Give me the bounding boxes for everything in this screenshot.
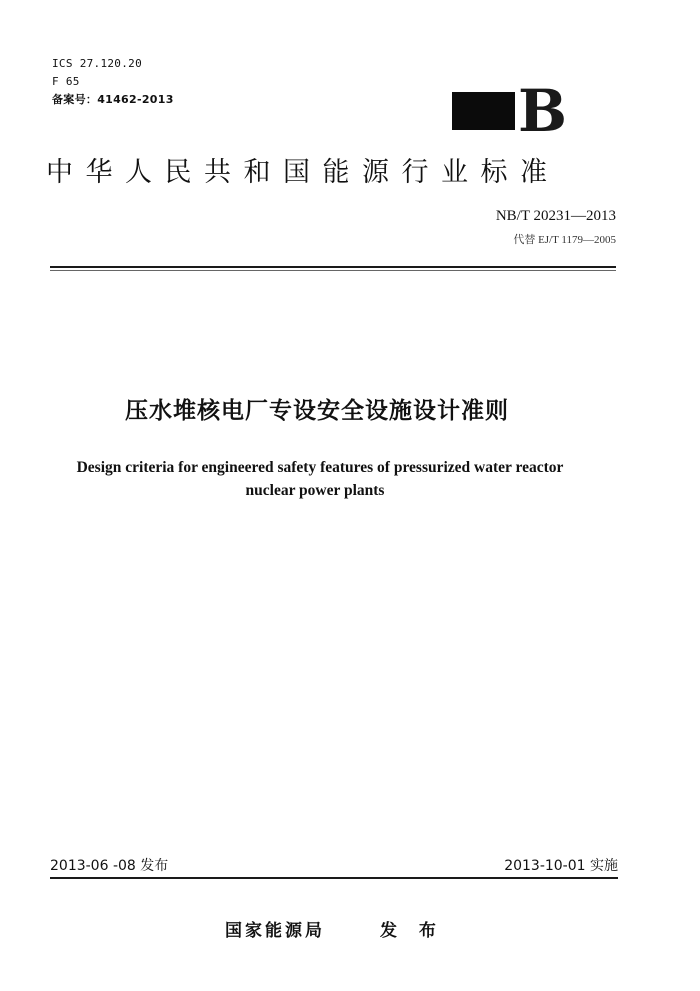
document-title-chinese: 压水堆核电厂专设安全设施设计准则 bbox=[125, 398, 509, 424]
issue-label: 发 布 bbox=[380, 921, 444, 941]
standard-logo bbox=[452, 77, 580, 145]
ics-code: ICS 27.120.20 bbox=[52, 57, 142, 70]
document-title-english-line2: nuclear power plants bbox=[245, 482, 385, 499]
header-divider bbox=[50, 266, 616, 268]
implementation-date: 2013-10-01 实施 bbox=[504, 858, 618, 874]
classification-code: F 65 bbox=[52, 75, 80, 88]
replaces-standard: 代替 EJ/T 1179—2005 bbox=[513, 234, 616, 246]
header-divider-thin bbox=[50, 270, 616, 271]
footer-divider bbox=[50, 877, 618, 879]
document-title-english-line1: Design criteria for engineered safety features of pressurized water reactor bbox=[76, 459, 564, 476]
standard-number: NB/T 20231—2013 bbox=[495, 208, 616, 224]
record-number: 备案号：41462-2013 bbox=[52, 93, 174, 106]
logo-letter: B bbox=[518, 77, 565, 145]
issuing-authority: 国家能源局 bbox=[225, 921, 325, 941]
logo-black-block bbox=[452, 92, 515, 130]
standard-body-title: 中华人民共和国能源行业标准 bbox=[46, 157, 560, 188]
issue-date: 2013-06 -08 发布 bbox=[50, 858, 169, 874]
